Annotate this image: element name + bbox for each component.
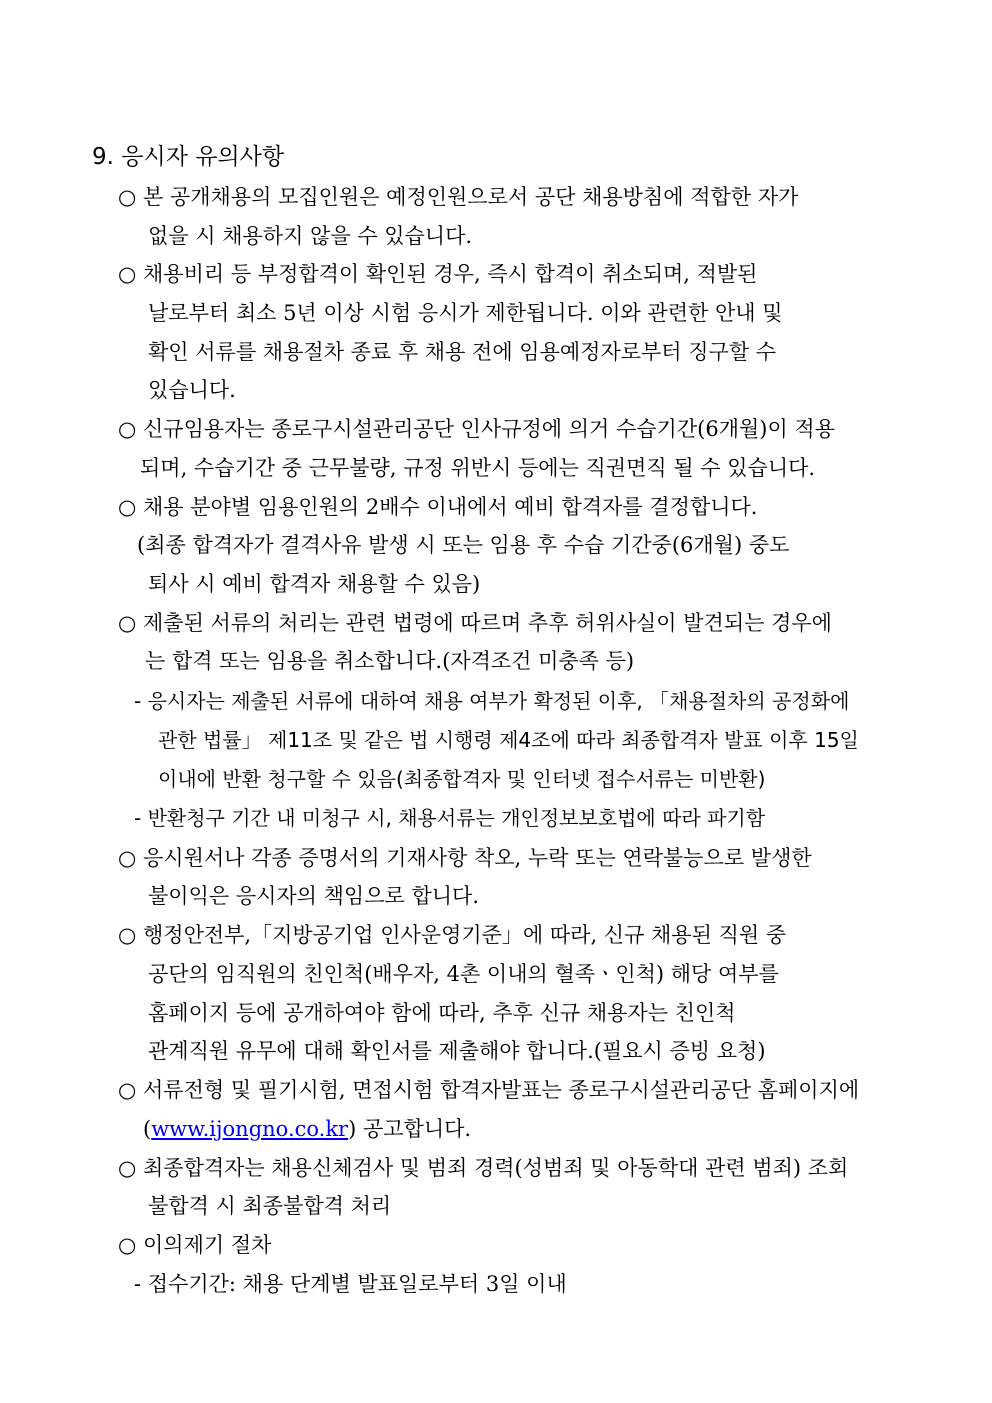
section-heading: 9. 응시자 유의사항: [92, 144, 285, 170]
notice-line: 없을 시 채용하지 않을 수 있습니다.: [148, 224, 473, 248]
notice-line: [143, 1119, 471, 1140]
notice-line: 관계직원 유무에 대해 확인서를 제출해야 합니다.(필요시 증빙 요청): [148, 1039, 766, 1063]
notice-line: ○ 응시원서나 각종 증명서의 기재사항 착오, 누락 또는 연락불능으로 발생한: [118, 846, 812, 870]
notice-line: ○ 최종합격자는 채용신체검사 및 범죄 경력(성범죄 및 아동학대 관련 범죄) 조회: [118, 1156, 849, 1180]
homepage-link[interactable]: www.ijongno.co.kr: [151, 1117, 349, 1141]
notice-line: 불이익은 응시자의 책임으로 합니다.: [148, 884, 479, 908]
notice-line: 날로부터 최소 5년 이상 시험 응시가 제한됩니다. 이와 관련한 안내 및: [148, 301, 783, 325]
notice-line: ○ 본 공개채용의 모집인원은 예정인원으로서 공단 채용방침에 적합한 자가: [118, 185, 799, 209]
notice-line: ○ 채용비리 등 부정합격이 확인된 경우, 즉시 합격이 취소되며, 적발된: [118, 262, 758, 286]
notice-line: 되며, 수습기간 중 근무불량, 규정 위반시 등에는 직권면직 될 수 있습니다.: [140, 456, 816, 480]
notice-line: 는 합격 또는 임용을 취소합니다.(자격조건 미충족 등): [145, 649, 635, 673]
notice-line: ○ 행정안전부,「지방공기업 인사운영기준」에 따라, 신규 채용된 직원 중: [118, 923, 787, 947]
notice-line: ○ 신규임용자는 종로구시설관리공단 인사규정에 의거 수습기간(6개월)이 적용: [118, 417, 835, 441]
paren-open: (: [143, 1117, 152, 1141]
sub-line: - 응시자는 제출된 서류에 대하여 채용 여부가 확정된 이후, 「채용절차의 공정화에: [134, 689, 850, 713]
notice-line: 확인 서류를 채용절차 종료 후 채용 전에 임용예정자로부터 징구할 수: [148, 340, 777, 364]
notice-line: 공단의 임직원의 친인척(배우자, 4촌 이내의 혈족ㆍ인척) 해당 여부를: [148, 962, 779, 986]
notice-line: ○ 서류전형 및 필기시험, 면접시험 합격자발표는 종로구시설관리공단 홈페이지에: [118, 1078, 860, 1102]
sub-line: 이내에 반환 청구할 수 있음(최종합격자 및 인터넷 접수서류는 미반환): [158, 767, 766, 791]
sub-line: - 접수기간: 채용 단계별 발표일로부터 3일 이내: [134, 1272, 567, 1296]
notice-line: ○ 채용 분야별 임용인원의 2배수 이내에서 예비 합격자를 결정합니다.: [118, 495, 758, 519]
notice-line: 불합격 시 최종불합격 처리: [148, 1194, 392, 1218]
notice-line: (최종 합격자가 결격사유 발생 시 또는 임용 후 수습 기간중(6개월) 중도: [137, 533, 790, 557]
notice-text: ) 공고합니다.: [348, 1117, 472, 1141]
notice-line: ○ 이의제기 절차: [118, 1233, 272, 1257]
notice-line: 퇴사 시 예비 합격자 채용할 수 있음): [148, 572, 481, 596]
notice-line: 있습니다.: [148, 378, 236, 402]
notice-line: ○ 제출된 서류의 처리는 관련 법령에 따르며 추후 허위사실이 발견되는 경우에: [118, 611, 832, 635]
sub-line: 관한 법률」 제11조 및 같은 법 시행령 제4조에 따라 최종합격자 발표 이후 15일: [158, 728, 859, 752]
sub-line: - 반환청구 기간 내 미청구 시, 채용서류는 개인정보보호법에 따라 파기함: [134, 806, 766, 830]
notice-line: 홈페이지 등에 공개하여야 함에 따라, 추후 신규 채용자는 친인척: [148, 1001, 736, 1025]
